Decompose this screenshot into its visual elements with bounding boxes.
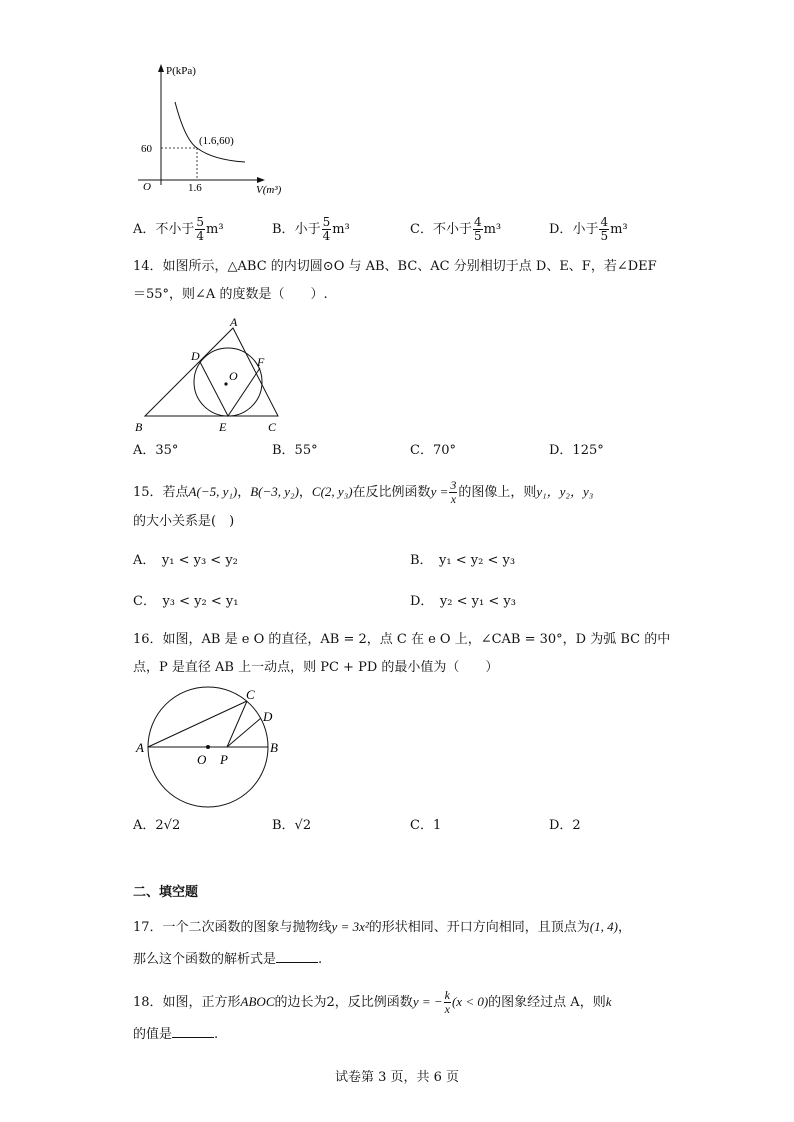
fraction: $\frac{5}{4}$ (196, 215, 205, 243)
q13-option-c[interactable]: C．不小于 $\frac{4}{5}$ m³ (410, 215, 502, 243)
label-f: F (257, 355, 265, 369)
center-point (224, 382, 227, 385)
x-tick-label: 1.6 (188, 182, 202, 194)
q15-option-a[interactable]: A． y₁ < y₃ < y₂ (133, 553, 238, 568)
label-b: B (135, 420, 143, 434)
q14-option-c[interactable]: C．70° (410, 443, 456, 458)
fraction: $\frac{4}{5}$ (473, 215, 482, 243)
x-axis-label: V(m³) (256, 184, 282, 196)
label-b: B (270, 740, 278, 755)
center-point (206, 745, 210, 749)
label-a: A (136, 740, 144, 755)
q16-option-c[interactable]: C．1 (410, 818, 442, 833)
fraction: $\frac{3}{x}$ (450, 478, 457, 506)
q18-text-line2: 的值是 . (133, 1027, 219, 1042)
label-p: P (220, 752, 228, 767)
origin-label: O (143, 181, 151, 193)
q15-text-line1: 15．若点A(−5, y₁)，B(−3, y₂)，C(2, y₃)在反比例函数y = $\frac{3}{x}$ 的图像上，则y₁，y₂，y₃ (133, 478, 594, 506)
label-d: D (191, 349, 200, 363)
q15-text-line2: 的大小关系是( ) (133, 514, 235, 529)
y-tick-label: 60 (141, 143, 152, 155)
label-e: E (219, 420, 227, 434)
section-heading: 二、填空题 (133, 885, 199, 900)
x-axis-arrow-icon (257, 177, 265, 183)
q13-option-d[interactable]: D．小于 $\frac{4}{5}$ m³ (549, 215, 628, 243)
fraction: $\frac{5}{4}$ (322, 215, 331, 243)
page-footer: 试卷第 3 页，共 6 页 (334, 1070, 460, 1085)
q13-option-b[interactable]: B．小于 $\frac{5}{4}$ m³ (272, 215, 350, 243)
label-o: O (197, 752, 207, 767)
incircle-figure (133, 312, 293, 436)
q14-text-line1: 14．如图所示，△ABC 的内切圆⊙O 与 AB、BC、AC 分别相切于点 D、E、F，若∠DEF (133, 259, 657, 274)
incircle (194, 348, 262, 416)
q16-option-b[interactable]: B．√2 (272, 818, 312, 833)
q16-option-a[interactable]: A．2√2 (133, 818, 181, 833)
q16-text-line2: 点，P 是直径 AB 上一动点，则 PC + PD 的最小值为（ ） (133, 660, 499, 675)
q16-option-d[interactable]: D．2 (549, 818, 581, 833)
label-d: D (263, 709, 273, 724)
y-axis-arrow-icon (158, 64, 164, 72)
q15-option-b[interactable]: B． y₁ < y₂ < y₃ (410, 553, 516, 568)
answer-blank[interactable] (172, 1025, 214, 1038)
y-axis-label: P(kPa) (166, 65, 196, 77)
segment-pc (227, 701, 247, 747)
label-a: A (230, 315, 238, 329)
point-label: (1.6,60) (199, 135, 234, 147)
segment-pd (227, 718, 261, 747)
triangle-abc (145, 328, 278, 416)
q15-option-c[interactable]: C． y₃ < y₂ < y₁ (133, 594, 239, 609)
q15-option-d[interactable]: D． y₂ < y₁ < y₃ (410, 594, 516, 609)
label-c: C (268, 420, 277, 434)
q14-option-d[interactable]: D．125° (549, 443, 604, 458)
pressure-curve (175, 102, 245, 162)
q17-text-line2: 那么这个函数的解析式是 . (133, 952, 323, 967)
q14-text-line2: ＝55°，则∠A 的度数是（ ）. (133, 287, 328, 302)
q17-text-line1: 17．一个二次函数的图象与抛物线y = 3x²的形状相同、开口方向相同，且顶点为(1, 4)， (133, 919, 631, 935)
label-c: C (246, 687, 255, 702)
q14-option-a[interactable]: A．35° (133, 443, 179, 458)
q18-text-line1: 18．如图，正方形ABOC的边长为2，反比例函数y = − $\frac{k}{x}$ (x < 0)的图象经过点 A，则k (133, 988, 612, 1016)
q16-text-line1: 16．如图，AB 是 e O 的直径，AB = 2，点 C 在 e O 上，∠CAB = 30°，D 为弧 BC 的中 (133, 632, 671, 647)
q13-option-a[interactable]: A．不小于 $\frac{5}{4}$ m³ (133, 215, 224, 243)
circle-figure (133, 686, 293, 812)
fraction: $\frac{4}{5}$ (600, 215, 609, 243)
pv-graph (133, 60, 303, 200)
fraction: $\frac{k}{x}$ (444, 988, 450, 1016)
answer-blank[interactable] (276, 950, 318, 963)
label-o: O (229, 369, 238, 383)
q14-option-b[interactable]: B．55° (272, 443, 318, 458)
